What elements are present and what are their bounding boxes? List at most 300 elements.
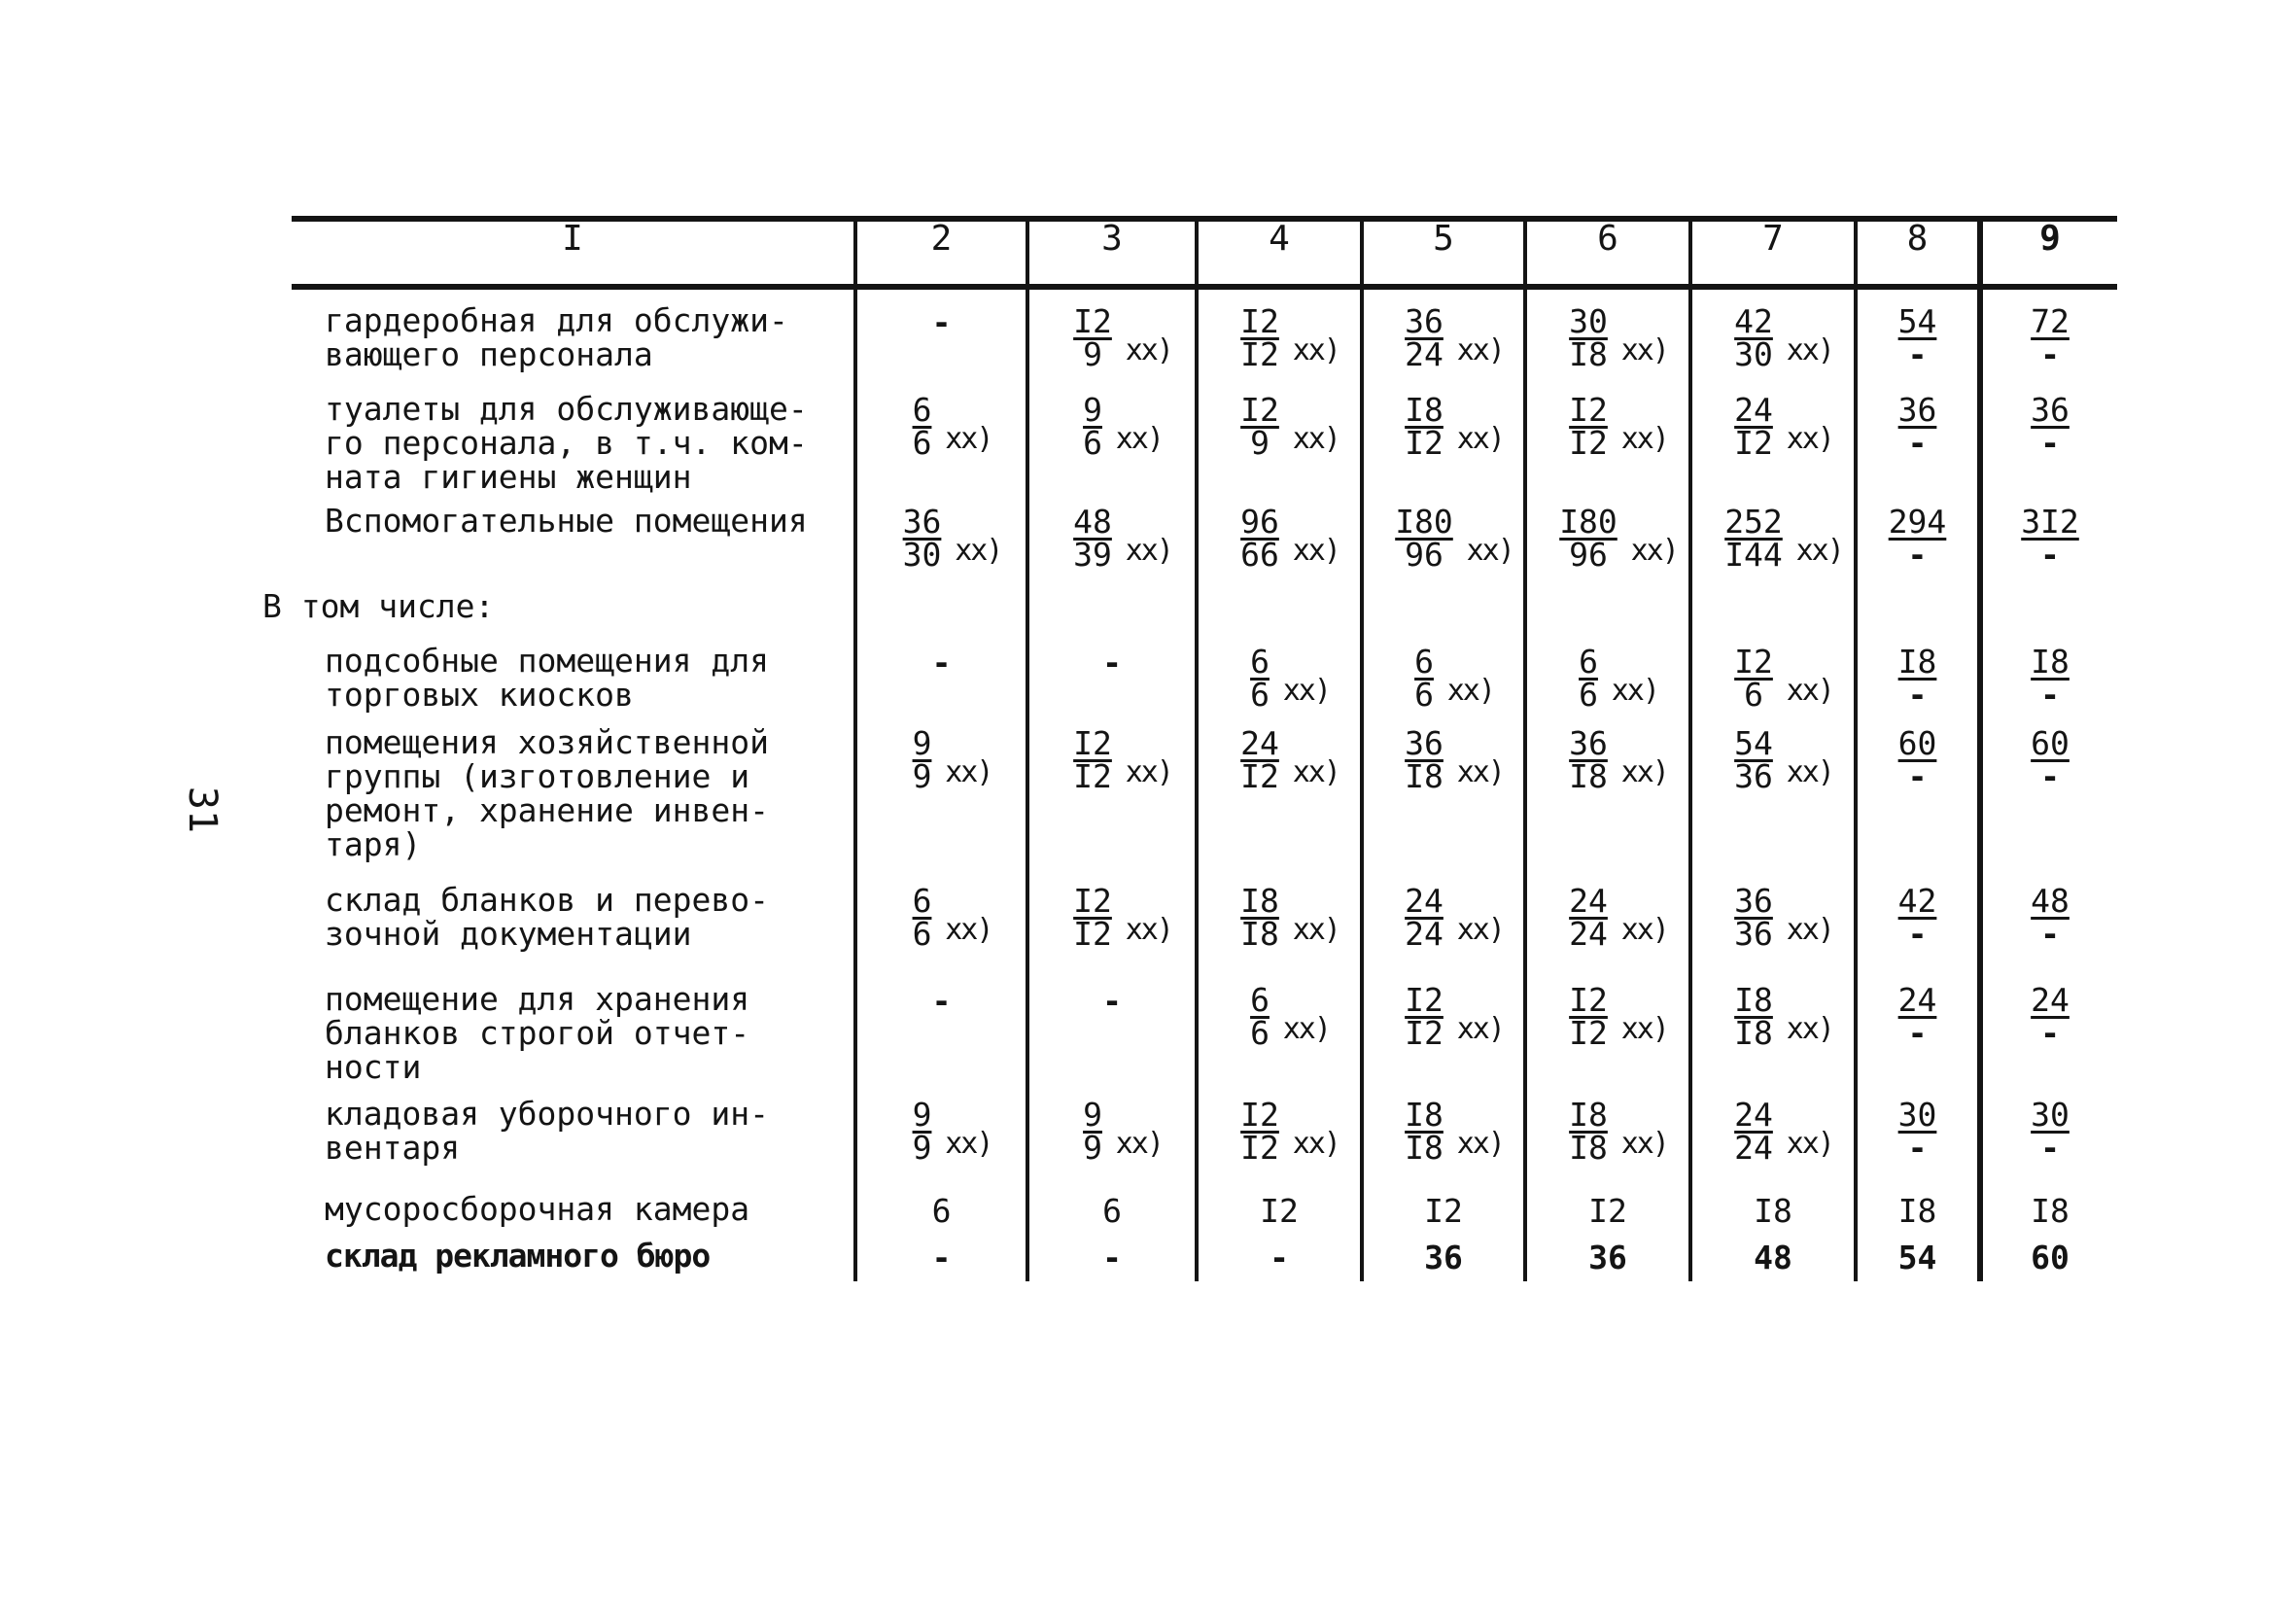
fraction-numerator: 6 <box>1414 643 1434 681</box>
fraction-value <box>1250 981 1330 1052</box>
table-cell <box>1362 380 1525 494</box>
fraction-value <box>1240 1096 1339 1167</box>
fraction-denominator: 66 <box>1240 536 1279 574</box>
fraction-denominator: - <box>2040 335 2060 373</box>
table-cell <box>1690 380 1856 494</box>
footnote-mark: xx) <box>1620 1012 1668 1046</box>
table-cell <box>1856 1231 1980 1281</box>
fraction-numerator: 24 <box>1897 981 1937 1019</box>
cell-value: 36 <box>1424 1239 1463 1276</box>
table-cell <box>1362 717 1525 873</box>
footnote-mark: xx) <box>1446 674 1494 708</box>
fraction-value <box>1734 643 1833 714</box>
table-cell <box>1856 873 1980 970</box>
fraction-numerator: 36 <box>1405 302 1444 340</box>
footnote-mark: xx) <box>1115 1127 1163 1161</box>
column-header: 8 <box>1856 219 1980 287</box>
fraction-value <box>1569 302 1668 373</box>
table-cell <box>1027 970 1197 1087</box>
table-cell <box>1856 1087 1980 1182</box>
fraction-denominator: 9 <box>1250 424 1270 462</box>
footnote-mark: xx) <box>1292 913 1339 947</box>
table-cell <box>1525 1231 1690 1281</box>
table-row <box>292 1182 2117 1231</box>
fraction-numerator: 24 <box>1405 882 1444 920</box>
table-cell <box>1856 970 1980 1087</box>
fraction-denominator: I2 <box>1240 757 1279 795</box>
footnote-mark: xx) <box>1620 333 1668 367</box>
row-label: Вспомогательные помещения <box>325 502 808 540</box>
table-cell <box>1525 1087 1690 1182</box>
cell-value: - <box>1102 644 1122 681</box>
fraction-numerator: 36 <box>902 503 942 541</box>
fraction-denominator: - <box>1907 915 1928 953</box>
fraction-value <box>1897 724 1937 795</box>
cell-value: I2 <box>1424 1192 1463 1230</box>
fraction-numerator: 42 <box>1734 302 1773 340</box>
fraction-denominator: 24 <box>1405 335 1444 373</box>
fraction-denominator: 30 <box>1734 335 1773 373</box>
footnote-mark: xx) <box>1456 1127 1504 1161</box>
fraction-value <box>1734 724 1833 795</box>
fraction-denominator: I8 <box>1569 1129 1608 1167</box>
fraction-value <box>1897 981 1937 1052</box>
table-cell <box>1980 873 2117 970</box>
fraction-value <box>1405 724 1504 795</box>
cell-value: I2 <box>1260 1192 1299 1230</box>
fraction-value <box>2031 1096 2070 1167</box>
table-cell <box>1980 1182 2117 1231</box>
fraction-denominator: - <box>1907 757 1928 795</box>
fraction-numerator: 54 <box>1734 724 1773 762</box>
fraction-numerator: 6 <box>1250 643 1270 681</box>
fraction-denominator: 9 <box>1083 335 1102 373</box>
fraction-value <box>1897 643 1937 714</box>
table-cell <box>1027 1087 1197 1182</box>
column-header: 6 <box>1525 219 1690 287</box>
fraction-numerator: I2 <box>1240 391 1279 429</box>
table-cell <box>1362 1231 1525 1281</box>
table-cell <box>1197 494 1362 579</box>
fraction-value <box>1734 1096 1833 1167</box>
table-cell <box>1690 579 1856 630</box>
fraction-denominator: I8 <box>1405 1129 1444 1167</box>
column-header: 5 <box>1362 219 1525 287</box>
footnote-mark: xx) <box>1786 674 1833 708</box>
footnote-mark: xx) <box>1125 913 1172 947</box>
fraction-value <box>912 1096 992 1167</box>
footnote-mark: xx) <box>1786 913 1833 947</box>
fraction-numerator: 294 <box>1888 503 1947 541</box>
table-cell <box>1690 494 1856 579</box>
fraction-numerator: 6 <box>912 882 932 920</box>
fraction-denominator: I2 <box>1073 757 1112 795</box>
row-label-cell <box>292 287 855 380</box>
fraction-value <box>1569 724 1668 795</box>
fraction-value <box>1569 1096 1668 1167</box>
fraction-value <box>1073 302 1172 373</box>
cell-value: - <box>931 303 952 341</box>
fraction-numerator: I80 <box>1559 503 1618 541</box>
fraction-numerator: I2 <box>1073 882 1112 920</box>
footnote-mark: xx) <box>1292 333 1339 367</box>
footnote-mark: xx) <box>1292 534 1339 568</box>
table-cell <box>1027 630 1197 717</box>
fraction-numerator: I2 <box>1073 302 1112 340</box>
fraction-value <box>1897 302 1937 373</box>
fraction-value <box>1240 882 1339 953</box>
footnote-mark: xx) <box>1456 755 1504 789</box>
fraction-denominator: 24 <box>1734 1129 1773 1167</box>
fraction-numerator: 48 <box>2031 882 2070 920</box>
row-label-cell <box>292 630 855 717</box>
fraction-numerator: I8 <box>1734 981 1773 1019</box>
table-cell <box>1980 630 2117 717</box>
fraction-denominator: 30 <box>902 536 942 574</box>
fraction-numerator: 36 <box>1734 882 1773 920</box>
fraction-value <box>1240 302 1339 373</box>
table-cell <box>855 717 1027 873</box>
fraction-value <box>1579 643 1658 714</box>
table-row <box>292 494 2117 579</box>
table-cell <box>855 630 1027 717</box>
row-label: гардеробная для обслужи- вающего персонала <box>325 301 788 373</box>
fraction-denominator: 6 <box>1414 676 1434 714</box>
cell-value: 48 <box>1754 1239 1792 1276</box>
fraction-numerator: 9 <box>912 1096 932 1134</box>
fraction-denominator: 36 <box>1734 915 1773 953</box>
footnote-mark: xx) <box>1786 422 1833 456</box>
cell-value: - <box>931 644 952 681</box>
table-cell <box>1525 494 1690 579</box>
table-cell <box>1980 1087 2117 1182</box>
fraction-denominator: I8 <box>1569 335 1608 373</box>
row-label-cell <box>292 1231 855 1281</box>
table-cell <box>1525 873 1690 970</box>
column-header: 4 <box>1197 219 1362 287</box>
table-cell <box>1362 579 1525 630</box>
table-row <box>292 380 2117 494</box>
fraction-denominator: - <box>1907 1014 1928 1052</box>
footnote-mark: xx) <box>1292 1127 1339 1161</box>
fraction-denominator: - <box>2040 757 2060 795</box>
fraction-numerator: I2 <box>1240 302 1279 340</box>
table-row <box>292 970 2117 1087</box>
rooms-table <box>262 216 2117 1281</box>
footnote-mark: xx) <box>1611 674 1658 708</box>
cell-value: - <box>931 1239 952 1276</box>
table-cell <box>1197 630 1362 717</box>
fraction-numerator: I8 <box>1897 643 1937 681</box>
fraction-value <box>1897 1096 1937 1167</box>
cell-value: 6 <box>1102 1192 1122 1230</box>
fraction-numerator: I2 <box>1073 724 1112 762</box>
footnote-mark: xx) <box>1466 534 1513 568</box>
fraction-numerator: 252 <box>1724 503 1783 541</box>
footnote-mark: xx) <box>1115 422 1163 456</box>
table-cell <box>1856 717 1980 873</box>
table-cell <box>1690 970 1856 1087</box>
fraction-value <box>1240 503 1339 574</box>
table-cell <box>1362 630 1525 717</box>
fraction-denominator: I2 <box>1240 335 1279 373</box>
table-cell <box>1197 579 1362 630</box>
table-cell <box>1525 630 1690 717</box>
row-label-cell <box>292 380 855 494</box>
table-cell <box>1980 380 2117 494</box>
cell-value: - <box>1102 1239 1122 1276</box>
footnote-mark: xx) <box>945 422 992 456</box>
fraction-numerator: 24 <box>1240 724 1279 762</box>
fraction-denominator: I8 <box>1569 757 1608 795</box>
fraction-value <box>1569 981 1668 1052</box>
fraction-value <box>1405 1096 1504 1167</box>
fraction-denominator: 96 <box>1569 536 1608 574</box>
fraction-denominator: 36 <box>1734 757 1773 795</box>
fraction-numerator: 36 <box>1405 724 1444 762</box>
fraction-value <box>1414 643 1494 714</box>
table-cell <box>1980 287 2117 380</box>
fraction-value <box>1073 882 1172 953</box>
fraction-denominator: 6 <box>1744 676 1763 714</box>
fraction-value <box>1240 724 1339 795</box>
table-cell <box>1980 494 2117 579</box>
fraction-numerator: I8 <box>1405 391 1444 429</box>
cell-value: I8 <box>1754 1192 1792 1230</box>
table-cell <box>855 1087 1027 1182</box>
cell-value: I8 <box>2031 1192 2070 1230</box>
row-label-cell <box>292 873 855 970</box>
fraction-numerator: 36 <box>2031 391 2070 429</box>
fraction-value <box>1240 391 1339 462</box>
row-label: помещения хозяйственной группы (изготовление и ремонт, хранение инвен- таря) <box>325 723 769 863</box>
fraction-numerator: I8 <box>1405 1096 1444 1134</box>
footnote-mark: xx) <box>1786 1127 1833 1161</box>
table-cell <box>1362 1087 1525 1182</box>
fraction-value <box>1559 503 1678 574</box>
row-label-cell <box>262 579 855 630</box>
cell-value: I8 <box>1897 1192 1937 1230</box>
fraction-denominator: 96 <box>1405 536 1444 574</box>
fraction-numerator: 9 <box>912 724 932 762</box>
footnote-mark: xx) <box>1630 534 1678 568</box>
table-cell <box>855 970 1027 1087</box>
fraction-denominator: 6 <box>1250 676 1270 714</box>
table-cell <box>1027 494 1197 579</box>
table-cell <box>1690 873 1856 970</box>
fraction-denominator: - <box>1907 335 1928 373</box>
fraction-denominator: I8 <box>1405 757 1444 795</box>
fraction-denominator: - <box>1907 424 1928 462</box>
table-cell <box>1362 873 1525 970</box>
fraction-denominator: 6 <box>1250 1014 1270 1052</box>
footnote-mark: xx) <box>1456 913 1504 947</box>
row-label-cell <box>292 494 855 579</box>
fraction-value <box>2031 302 2070 373</box>
table-cell <box>1027 380 1197 494</box>
fraction-numerator: 6 <box>1250 981 1270 1019</box>
fraction-numerator: 36 <box>1897 391 1937 429</box>
fraction-numerator: 30 <box>2031 1096 2070 1134</box>
table-cell <box>1856 380 1980 494</box>
fraction-numerator: 9 <box>1083 1096 1102 1134</box>
row-label: склад рекламного бюро <box>325 1237 711 1275</box>
fraction-denominator: I8 <box>1240 915 1279 953</box>
cell-value: - <box>931 982 952 1020</box>
row-label: туалеты для обслуживающе- го персонала, в т.ч. ком- ната гигиены женщин <box>325 390 808 496</box>
cell-value: 54 <box>1897 1239 1937 1276</box>
footnote-mark: xx) <box>1125 755 1172 789</box>
footnote-mark: xx) <box>1125 534 1172 568</box>
fraction-value <box>1083 391 1163 462</box>
fraction-value <box>2031 882 2070 953</box>
row-label: мусоросборочная камера <box>325 1190 750 1228</box>
table-row <box>292 630 2117 717</box>
column-header: 3 <box>1027 219 1197 287</box>
table-cell <box>1197 873 1362 970</box>
fraction-denominator: - <box>2040 1129 2060 1167</box>
table-cell <box>1856 630 1980 717</box>
fraction-denominator: 9 <box>912 1129 932 1167</box>
fraction-value <box>2031 724 2070 795</box>
table-row <box>292 1087 2117 1182</box>
table-cell <box>1362 970 1525 1087</box>
table-cell <box>1197 717 1362 873</box>
footnote-mark: xx) <box>1282 1012 1330 1046</box>
table-cell <box>1027 287 1197 380</box>
table-cell <box>1197 1182 1362 1231</box>
table-cell <box>1690 717 1856 873</box>
footnote-mark: xx) <box>1456 333 1504 367</box>
cell-value: 36 <box>1588 1239 1627 1276</box>
cell-value: I2 <box>1588 1192 1627 1230</box>
table-cell <box>1362 287 1525 380</box>
table-cell <box>1980 717 2117 873</box>
table-cell <box>1027 717 1197 873</box>
fraction-value <box>1405 882 1504 953</box>
table-cell <box>1197 287 1362 380</box>
table-cell <box>1525 287 1690 380</box>
fraction-numerator: 60 <box>2031 724 2070 762</box>
table-cell <box>855 287 1027 380</box>
fraction-numerator: I80 <box>1395 503 1453 541</box>
table-cell <box>1856 287 1980 380</box>
footnote-mark: xx) <box>945 913 992 947</box>
fraction-value <box>1073 724 1172 795</box>
table-cell <box>1856 579 1980 630</box>
table-cell <box>855 1182 1027 1231</box>
column-header: 9 <box>1980 219 2117 287</box>
table-cell <box>1690 1087 1856 1182</box>
fraction-denominator: 39 <box>1073 536 1112 574</box>
table-cell <box>855 494 1027 579</box>
table-cell <box>1362 494 1525 579</box>
table-row <box>292 287 2117 380</box>
table-cell <box>1980 1231 2117 1281</box>
fraction-denominator: 9 <box>912 757 932 795</box>
column-header: 7 <box>1690 219 1856 287</box>
fraction-value <box>1395 503 1513 574</box>
table-cell <box>1362 1182 1525 1231</box>
row-label-cell <box>292 1087 855 1182</box>
fraction-value <box>2031 391 2070 462</box>
fraction-numerator: I2 <box>1569 981 1608 1019</box>
footnote-mark: xx) <box>1292 422 1339 456</box>
fraction-value <box>902 503 1002 574</box>
fraction-value <box>1734 882 1833 953</box>
table-cell <box>1525 380 1690 494</box>
table-cell <box>1525 717 1690 873</box>
footnote-mark: xx) <box>955 534 1002 568</box>
fraction-denominator: I8 <box>1734 1014 1773 1052</box>
row-label-cell <box>292 970 855 1087</box>
fraction-denominator: 6 <box>912 915 932 953</box>
table-cell <box>1980 970 2117 1087</box>
section-label: В том числе: <box>262 587 495 625</box>
table-cell <box>1856 494 1980 579</box>
table-cell <box>1690 287 1856 380</box>
table-cell <box>855 1231 1027 1281</box>
fraction-denominator: - <box>2040 676 2060 714</box>
fraction-denominator: I2 <box>1569 424 1608 462</box>
fraction-denominator: I2 <box>1073 915 1112 953</box>
fraction-numerator: 6 <box>912 391 932 429</box>
fraction-numerator: I2 <box>1734 643 1773 681</box>
fraction-value <box>1569 882 1668 953</box>
footnote-mark: xx) <box>1786 755 1833 789</box>
fraction-numerator: 30 <box>1897 1096 1937 1134</box>
fraction-value <box>1405 981 1504 1052</box>
table-cell <box>1525 579 1690 630</box>
footnote-mark: xx) <box>1125 333 1172 367</box>
table-cell <box>1690 1182 1856 1231</box>
table-cell <box>855 380 1027 494</box>
table-cell <box>1197 1087 1362 1182</box>
footnote-mark: xx) <box>1786 1012 1833 1046</box>
fraction-numerator: I2 <box>1569 391 1608 429</box>
row-label: помещение для хранения бланков строгой отчет- ности <box>325 980 750 1086</box>
table-cell <box>1027 1182 1197 1231</box>
fraction-denominator: - <box>1907 676 1928 714</box>
fraction-value <box>1734 981 1833 1052</box>
footnote-mark: xx) <box>1620 1127 1668 1161</box>
fraction-value <box>1083 1096 1163 1167</box>
fraction-numerator: 6 <box>1579 643 1598 681</box>
footnote-mark: xx) <box>1292 755 1339 789</box>
fraction-value <box>1250 643 1330 714</box>
fraction-denominator: I2 <box>1240 1129 1279 1167</box>
cell-value: - <box>1270 1239 1289 1276</box>
fraction-numerator: I8 <box>1240 882 1279 920</box>
footnote-mark: xx) <box>1456 422 1504 456</box>
fraction-denominator: I2 <box>1405 1014 1444 1052</box>
fraction-numerator: 54 <box>1897 302 1937 340</box>
table-cell <box>1525 1182 1690 1231</box>
footnote-mark: xx) <box>945 755 992 789</box>
fraction-denominator: 6 <box>1083 424 1102 462</box>
fraction-denominator: 6 <box>912 424 932 462</box>
footnote-mark: xx) <box>1620 913 1668 947</box>
footnote-mark: xx) <box>1620 755 1668 789</box>
section-row <box>292 579 2117 630</box>
table-row <box>292 1231 2117 1281</box>
column-header: 2 <box>855 219 1027 287</box>
fraction-numerator: 3I2 <box>2021 503 2079 541</box>
fraction-value <box>1888 503 1947 574</box>
fraction-denominator: I2 <box>1734 424 1773 462</box>
table-cell <box>1856 1182 1980 1231</box>
table-cell <box>1197 970 1362 1087</box>
